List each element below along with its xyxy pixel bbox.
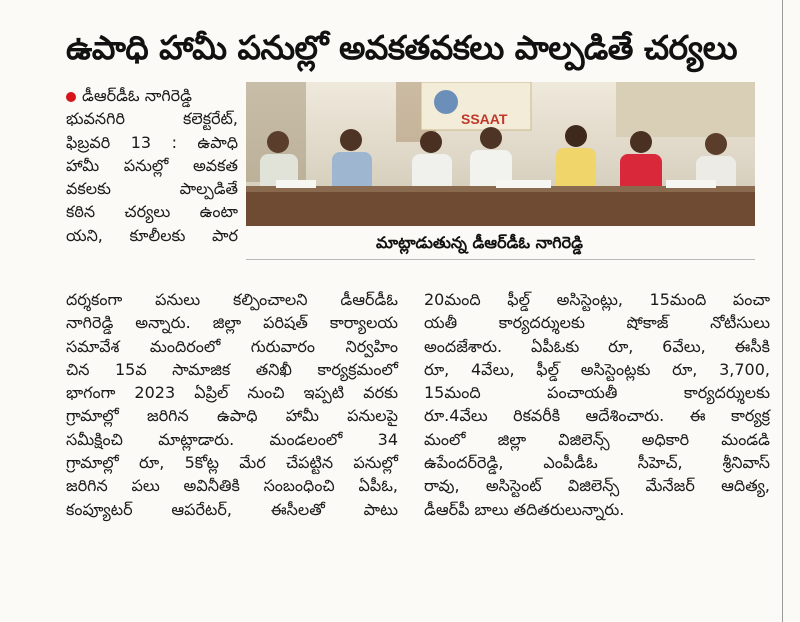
dateline: డీఆర్‌డీఓ నాగిరెడ్డి xyxy=(82,86,192,105)
text-line: 20మంది ఫీల్డ్ అసిస్టెంట్లు, 15మంది పంచా xyxy=(424,290,770,309)
banner-text: SSAAT xyxy=(461,111,508,127)
text-line: యతీ కార్యదర్శులకు షోకాజ్ నోటీసులు xyxy=(424,313,770,333)
text-line: రూ, 4వేలు, ఫీల్డ్ అసిస్టెంట్లకు రూ, 3,700, xyxy=(424,359,770,379)
cropped-previous-text xyxy=(0,0,800,20)
text-line: ఉపేందర్‌రెడ్డి, ఎంపీడీఓ సీహెచ్, శ్రీనివాస్ xyxy=(424,453,770,473)
text-line: డీఆర్‌పీ బాలు తదితరులున్నారు. xyxy=(424,499,625,519)
text-line: వకలకు పాల్పడితే xyxy=(66,179,238,199)
text-line: గ్రామాల్లో జరిగిన ఉపాధి హామీ పనులపై xyxy=(66,406,398,426)
caption-divider xyxy=(246,259,755,260)
text-line: మంలో జిల్లా విజిలెన్స్ అధికారి మండడి xyxy=(424,429,770,449)
text-line: కఠిన చర్యలు ఉంటా xyxy=(66,202,238,222)
text-line: సమీక్షించి మాట్లాడారు. మండలంలో 34 xyxy=(66,429,398,449)
text-line: కంప్యూటర్ ఆపరేటర్, ఈసీలతో పాటు xyxy=(66,499,398,519)
text-line: చిన 15వ సామాజిక తనిఖీ కార్యక్రమంలో xyxy=(66,359,398,379)
text-line: 15మంది పంచాయతీ కార్యదర్శులకు xyxy=(424,383,770,403)
column-rule xyxy=(782,0,783,622)
text-line: రూ.4వేలు రికవరీకి ఆదేశించారు. ఈ కార్యక్ర xyxy=(424,406,770,426)
text-line: దర్శకంగా పనులు కల్పించాలని డీఆర్‌డీఓ xyxy=(66,290,398,309)
text-line: ఫిబ్రవరి 13 : ఉపాధి xyxy=(66,132,238,152)
text-line: గ్రామాల్లో రూ, 5కోట్ల మేర చేపట్టిన పనుల్లో xyxy=(66,453,398,473)
news-photo xyxy=(246,82,755,226)
headline: ఉపాధి హామీ పనుల్లో అవకతవకలు పాల్పడితే చర్యలు xyxy=(66,28,738,67)
cropped-next-text xyxy=(0,610,800,622)
meeting-photo-illustration xyxy=(246,82,755,226)
text-line: నాగిరెడ్డి అన్నారు. జిల్లా పరిషత్ కార్యాలయ xyxy=(66,313,398,333)
text-line: జరిగిన పలు అవినీతికి సంబంధించి ఏపీఓ, xyxy=(66,476,398,496)
text-line: హామీ పనుల్లో అవకత xyxy=(66,155,238,175)
bullet-icon xyxy=(66,92,76,102)
text-line: సమావేశ మందిరంలో గురువారం నిర్వహిం xyxy=(66,336,398,356)
text-line: భాగంగా 2023 ఏప్రిల్ నుంచి ఇప్పటి వరకు xyxy=(66,383,398,403)
dateline-line xyxy=(66,84,238,107)
left-column xyxy=(66,84,238,247)
text-line: యని, కూలీలకు పార xyxy=(66,225,238,245)
text-line: భువనగిరి కలెక్టరేట్, xyxy=(66,109,238,129)
text-line: అందజేశారు. ఏపీఓకు రూ, 6వేలు, ఈసీకి xyxy=(424,336,770,356)
photo-caption: మాట్లాడుతున్న డీఆర్‌డీఓ నాగిరెడ్డి xyxy=(376,233,583,252)
body-column-right xyxy=(424,288,770,521)
body-column-left xyxy=(66,288,398,521)
text-line: రావు, అసిస్టెంట్ విజిలెన్స్ మేనేజర్ ఆదిత్య, xyxy=(424,476,770,496)
